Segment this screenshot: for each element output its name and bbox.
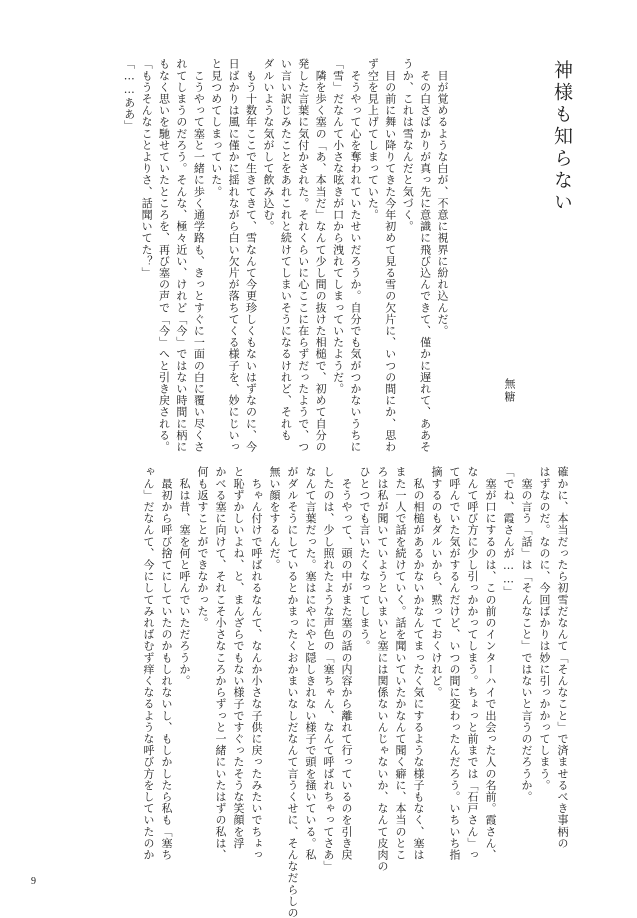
text-line: なんて言葉だった。塞はにやにやと隠しきれない様子で頭を掻いている。私 xyxy=(304,466,317,861)
text-line: ず空を見上げてしまっていた。 xyxy=(366,58,380,221)
text-line: もう十数年ここで生きてきて、雪なんて今更珍しくもないはずなのに、今 xyxy=(244,58,258,453)
text-line: 確かに、本当だったら初雪だなんて「そんなこと」で済ませるべき事柄の xyxy=(556,466,569,849)
text-column-top xyxy=(120,58,451,453)
text-line: そうやって、頭の中がまた塞の話の内容から離れて行っているのを引き戻 xyxy=(340,466,353,861)
text-line: うか、これは雪なんだと気づく。 xyxy=(401,58,415,232)
text-line: 無い顔をするんだ。 xyxy=(268,466,281,571)
text-line: て呼んでいた気がするんだけど、いつの間に変わったんだろう。いちいち指 xyxy=(448,466,461,861)
text-line: ろは私が聞いていようといまいと塞には関係ないんじゃないか、なんて皮肉の xyxy=(376,466,389,872)
text-line: その白さばかりが真っ先に意識に飛び込んできて、僅かに遅れて、ああそ xyxy=(418,58,432,453)
author-name: 無糖 xyxy=(503,378,516,404)
text-line: 「……ああ」 xyxy=(122,58,136,132)
text-line: かべる塞に向けて、それこそ小さなころからずっと一緒にいたはずの私は、 xyxy=(214,466,227,861)
text-line: ダルいような気がして飲み込む。 xyxy=(261,58,275,232)
text-line: ゃん」だなんて、今にしてみればむず痒くなるような呼び方をしていたのか xyxy=(142,466,155,861)
text-line: そうやって心を奪われていたせいだろうか。自分でも気がつかないうちに xyxy=(348,58,362,453)
text-line: 最初から呼び捨てにしていたのかもしれないし、もしかしたら私も「塞ち xyxy=(160,466,173,861)
text-line: れてしまうのだろう。そんな、極々近い、けれど「今」ではない時間に柄に xyxy=(174,58,188,453)
text-column-bottom xyxy=(139,466,571,918)
text-line: また一人で話を続けていく。話を聞いていたかなんて聞く癖に、本当のとこ xyxy=(394,466,407,861)
text-line: と恥ずかしいよね、と、まんざらでもない様子ですぐったそうな笑顔を浮 xyxy=(232,466,245,849)
text-line: 隣を歩く塞の「あ、本当だ」なんて少し間の抜けた相槌で、初めて自分の xyxy=(314,58,328,453)
text-line: 何も返すことができなかった。 xyxy=(196,466,209,629)
text-line: こうやって塞と一緒に歩く通学路も、きっとすぐに一面の白に覆い尽くさ xyxy=(192,58,206,453)
text-line: 塞の言う「話」は「そんなこと」ではないと言うのだろうか。 xyxy=(520,466,533,803)
text-line: 日ばかりは風に僅かに揺れながら白い欠片が落ちてくる様子を、妙にじいっ xyxy=(227,58,241,453)
text-line: なんて呼び方に少し引っかかってしまう。ちょっと前までは「石戸さん」っ xyxy=(466,466,479,861)
text-line: 目の前に舞い降りてきた今年初めて見る雪の欠片に、いつの間にか、思わ xyxy=(383,58,397,453)
text-line: 「でね、霞さんが……」 xyxy=(502,466,515,598)
page-number: 9 xyxy=(31,876,36,887)
text-line: 私は昔、塞を何と呼んでいただろうか。 xyxy=(178,466,191,687)
text-line: はずなのだ。なのに、今回ばかりは妙に引っかかってしまう。 xyxy=(538,466,551,791)
story-title: 神様も知らない xyxy=(551,60,573,214)
text-line: と見つめてしまっていた。 xyxy=(209,58,223,198)
text-line: もなく思いを馳せていたところを、再び塞の声で「今」へと引き戻される。 xyxy=(157,58,171,453)
text-line: 目が覚めるような白が、不意に視界に紛れ込んだ。 xyxy=(436,58,449,337)
text-line: 摘するのもダルいから、黙っておくけれど。 xyxy=(430,466,443,698)
text-line: 「もうそんなことよりさ、話聞いてた？」 xyxy=(140,58,154,279)
text-line: したのは、少し照れたような声色の「塞ちゃん、なんて呼ばれちゃってさあ」 xyxy=(322,466,335,872)
text-line: ひとつでも言いたくなってしまう。 xyxy=(358,466,371,652)
text-line: 「雪」だなんて小さな呟きが口から洩れてしまっていたようだ。 xyxy=(331,58,345,395)
text-line: 塞が口にするのは、この前のインターハイで出会った人の名前。霞さん、 xyxy=(484,466,497,861)
text-line: い言い訳じみたことをあれこれと続けてしまいそうになるけれど、それも xyxy=(279,58,293,441)
text-line: がダルそうにしているとかまったくおかまいなしだなんて言うくせに、そんなだらしの xyxy=(286,466,299,918)
text-line: 私の相槌があるかないかなんてまったく気にするような様子もなく、塞は xyxy=(412,466,425,861)
text-line: 発した言葉に気付かされた。それくらいに心ここに在らずだったようで、つ xyxy=(296,58,310,453)
text-line: ちゃん付けで呼ばれるなんて、なんか小さな子供に戻ったみたいでちょっ xyxy=(250,466,263,861)
